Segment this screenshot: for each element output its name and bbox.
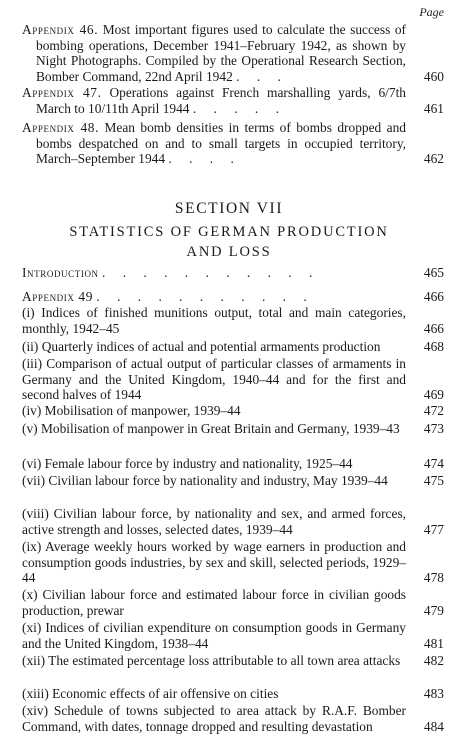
toc-subentry-xiv[interactable]: [22, 703, 444, 734]
subentry-text: (iii) Comparison of actual output of particular classes of armaments in Germany and the United Kingdom, 1940–44 and for the first and second halves of 1944: [22, 356, 406, 402]
page-number: 474: [423, 456, 444, 471]
toc-entry-introduction[interactable]: Introduction . . . . . . . . . . . 465: [22, 265, 444, 280]
page-number: 478: [423, 570, 444, 585]
toc-subentry-ii[interactable]: [22, 339, 444, 355]
subentry-text: (ix) Average weekly hours worked by wage earners in production and consumption goods industries, by sex and skill, selected periods, 1929–44: [22, 539, 406, 585]
toc-entry-appendix-46[interactable]: Appendix 46. Most important figures used to calculate the success of bombing operations, December 1941–February 1942, as shown by Night Photographs. Compiled by the Operational Research Section, Bomber Command, 22nd April 1942 . . . 460: [22, 22, 444, 84]
subentry-text: (ii) Quarterly indices of actual and potential armaments production: [22, 339, 381, 354]
page-number: 466: [423, 289, 444, 304]
appendix-label: Appendix 46.: [22, 22, 99, 37]
page-number: 483: [423, 686, 444, 701]
toc-subentry-ix[interactable]: [22, 539, 444, 586]
subentry-text: (xii) The estimated percentage loss attributable to all town area attacks: [22, 653, 401, 668]
page-number: 462: [423, 151, 444, 166]
page-number: 479: [423, 602, 444, 618]
page-number: 466: [423, 320, 444, 336]
toc-subentry-x[interactable]: [22, 587, 444, 618]
subentry-text: (viii) Civilian labour force, by nationality and sex, and armed forces, active strength and losses, selected dates, 1939–44: [22, 506, 406, 537]
subentry-text: (v) Mobilisation of manpower in Great Britain and Germany, 1939–43: [22, 421, 400, 436]
appendix-description: Operations against French marshalling yards, 6/7th March to 10/11th April 1944: [36, 85, 406, 116]
subentry-text: (iv) Mobilisation of manpower, 1939–44: [22, 403, 241, 418]
toc-subentry-vi[interactable]: [22, 456, 444, 472]
toc-entry-appendix-49[interactable]: Appendix 49 . . . . . . . . . . . 466: [22, 289, 444, 304]
appendix-description: Mean bomb densities in terms of bombs dropped and bombs despatched on and to small targets in occupied territory, March–September 1944: [36, 120, 406, 166]
appendix-label: Appendix 49: [22, 289, 94, 304]
page-number: 461: [423, 100, 444, 116]
page-number: 475: [423, 473, 444, 488]
toc-subentry-xi[interactable]: [22, 620, 444, 651]
subentry-text: (vi) Female labour force by industry and nationality, 1925–44: [22, 456, 353, 471]
section-heading: SECTION VII: [174, 200, 284, 217]
subentry-text: (xiii) Economic effects of air offensive on cities: [22, 686, 279, 701]
page-column-label: Page: [419, 5, 444, 19]
subentry-text: (x) Civilian labour force and estimated labour force in civilian goods production, prewar: [22, 587, 406, 618]
page-number: 465: [423, 265, 444, 280]
subentry-text: (vii) Civilian labour force by nationality and industry, May 1939–44: [22, 473, 388, 488]
page-number: 473: [423, 421, 444, 436]
page-number: 460: [423, 68, 444, 84]
page-number: 472: [423, 403, 444, 418]
subentry-text: (xiv) Schedule of towns subjected to area attack by R.A.F. Bomber Command, with dates, tonnage dropped and resulting devastation: [22, 703, 406, 734]
toc-subentry-vii[interactable]: [22, 473, 444, 489]
page-number: 482: [423, 653, 444, 668]
introduction-label: Introduction: [22, 265, 99, 280]
subentry-text: (xi) Indices of civilian expenditure on consumption goods in Germany and the United Kingdom, 1938–44: [22, 620, 406, 651]
toc-subentry-v[interactable]: [22, 421, 444, 437]
section-title-line-1: STATISTICS OF GERMAN PRODUCTION: [69, 224, 389, 240]
toc-entry-appendix-48[interactable]: Appendix 48. Mean bomb densities in terms of bombs dropped and bombs despatched on and to small targets in occupied territory, March–September 1944 . . . . 462: [22, 120, 444, 166]
toc-entry-appendix-47[interactable]: Appendix 47. Operations against French marshalling yards, 6/7th March to 10/11th April 1944 . . . . . 461: [22, 85, 444, 116]
toc-subentry-xiii[interactable]: [22, 686, 444, 702]
toc-subentry-viii[interactable]: [22, 506, 444, 537]
page-number: 468: [423, 339, 444, 354]
page-number: 477: [423, 521, 444, 537]
toc-subentry-iv[interactable]: [22, 403, 444, 419]
toc-subentry-xii[interactable]: [22, 653, 444, 669]
page-number: 469: [423, 387, 444, 402]
subentry-text: (i) Indices of finished munitions output, total and main categories, monthly, 1942–45: [22, 305, 406, 336]
page-number: 481: [423, 635, 444, 651]
section-title-line-2: AND LOSS: [186, 244, 272, 260]
toc-subentry-i[interactable]: [22, 305, 444, 336]
appendix-label: Appendix 48.: [22, 120, 100, 135]
page-number: 484: [423, 718, 444, 734]
toc-subentry-iii[interactable]: [22, 356, 444, 403]
appendix-description: Most important figures used to calculate the success of bombing operations, December 1941–February 1942, as shown by Night Photographs. Compiled by the Operational Research Section, Bomber Command, 22nd April 1942: [36, 22, 406, 84]
appendix-label: Appendix 47.: [22, 85, 102, 100]
